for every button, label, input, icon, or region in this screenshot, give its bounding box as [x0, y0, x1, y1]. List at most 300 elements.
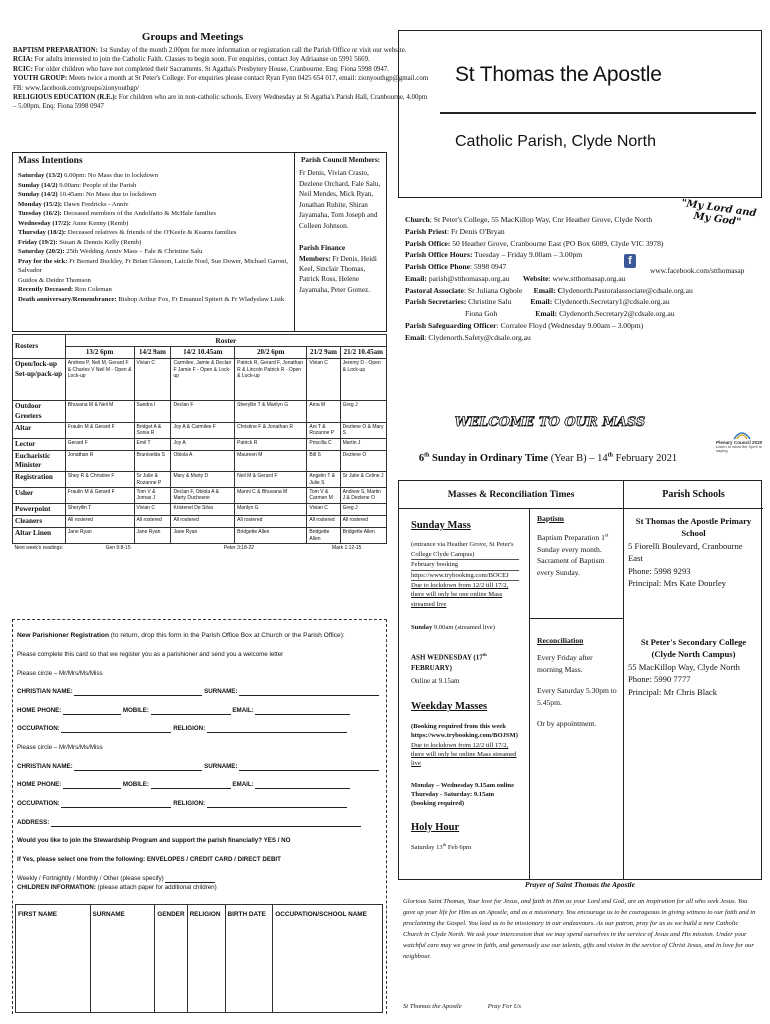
religion-label: RELIGION: [173, 725, 206, 732]
roster-cell: Andrew S, Martin J & Dezlene O [340, 488, 386, 504]
children-column-header: BIRTH DATE [225, 905, 273, 1013]
prayer-text: Glorious Saint Thomas, Your love for Jesus, and faith in Him as your Lord and God, are an inspiration for all who seek Jesus. You gave up your life for Him as an Apostle, and as a missionary. You encourage us to be courageous in giving witness to our faith and in proclaiming the Gospel. You lead us to be missionary in our endeavours. As our patron, pray for us as we build a new Catholic Church in Clyde North. We ask your intercession that we may spend ourselves in the service of Jesus and His mission. Under your watchful care may we grow in faith, and generously use our talents, gifts and vision in the service of Christ Jesus, and in love for our neighbour. [403, 898, 756, 961]
sunday-time [411, 623, 519, 632]
sec2-email-link[interactable]: Clydenorth.Secretary2@cdsale.org.au [557, 309, 675, 319]
phone-row [17, 707, 350, 715]
sec1-name: Christine Salu [466, 297, 512, 307]
roster-cell: Kristenel De Silva [171, 503, 235, 515]
roster-table [12, 334, 387, 552]
email-label: Email: [405, 273, 427, 283]
roster-label: Rosters [13, 335, 66, 359]
roster-cell: Declan F [171, 401, 235, 422]
office-value: 50 Heather Grove, Cranbourne East (PO Box 6089, Clyde VIC 3978) [450, 238, 664, 248]
prayer-title: Prayer of Saint Thomas the Apostle [525, 880, 635, 889]
roster-cell: Bruniselda S [134, 450, 171, 471]
prayer-sig-2: Pray For Us [487, 1003, 522, 1010]
roster-cell: All rostered [307, 516, 340, 528]
roster-row-label: Eucharistic Minister [13, 450, 66, 471]
roster-cell: Fraulin M & Gerard F [65, 488, 134, 504]
roster-cell: Declan F, Obiola A & Marty Duchesne [171, 488, 235, 504]
intention-item [18, 219, 289, 229]
baptism-section [530, 509, 623, 619]
intention-text: 6.00pm: No Mass due to lockdown [62, 172, 159, 180]
safe-email-link[interactable]: : Clydenorth.Safety@cdsale.org.au [424, 332, 531, 342]
sunday-mass-title: Sunday Mass [411, 520, 471, 531]
pa-email-link[interactable]: lydenorth.Pastoralassociate@cdsale.org.au [562, 285, 693, 295]
roster-cell: Joy A [171, 438, 235, 450]
roster-columns [13, 347, 387, 359]
pa-value: : Sr Juliana Ogbole [463, 285, 523, 295]
website-label: Website [522, 273, 549, 283]
intention-text: Ron Coleman [73, 286, 112, 294]
surname-label: SURNAME: [204, 763, 238, 770]
roster-cell: Angelin T & Julie S [307, 472, 340, 488]
mobile-field-2[interactable] [151, 782, 231, 789]
roster-cell: Dezlene O & Mary S [340, 422, 386, 438]
school-2-phone: Phone: 5990 7777 [628, 674, 691, 685]
roster-title: Roster [65, 335, 386, 347]
roster-cell: Priscilla C [307, 438, 340, 450]
schools-header: Parish Schools [624, 481, 763, 509]
facebook-icon[interactable]: f [624, 254, 636, 268]
intention-text: Dawn Fredricks - Anniv [62, 200, 129, 208]
intention-item [18, 190, 289, 200]
intention-label: Thursday (18/2): [18, 229, 67, 237]
school-1-phone: Phone: 5998 9293 [628, 565, 691, 576]
intention-item [18, 238, 289, 248]
secretary-2 [405, 308, 745, 320]
prayer-sig-1: St Thomas the Apostle [403, 1003, 462, 1010]
home-phone-field[interactable] [63, 708, 121, 715]
prayer-signature [403, 1003, 521, 1011]
intention-label: Pray for the sick: [18, 257, 68, 265]
roster-cell: All rostered [65, 516, 134, 528]
holy-hour-prefix: Saturday 13 [411, 844, 443, 852]
roster-column-header: 21/2 9am [307, 347, 340, 359]
roster-cell: Andrew P, Neil M, Gerard F & Charles V Neil M - Open & Lock-up [65, 359, 134, 401]
roster-cell: Bill S [307, 450, 340, 471]
baptism-title: Baptism [537, 514, 565, 523]
roster-cell: Vivian C [307, 359, 340, 401]
roster-cell: Bhuvana M & Neil M [65, 401, 134, 422]
mass-intentions [13, 153, 295, 331]
address-label: ADDRESS: [17, 819, 50, 826]
roster-cell: Vivian C [307, 503, 340, 515]
form-title-note: (to return, drop this form in the Parish Office Box at Church or the Parish Office): [108, 632, 345, 639]
intention-item [18, 228, 289, 238]
intention-item [18, 276, 289, 286]
children-column-header: GENDER [155, 905, 187, 1013]
group-label: RELIGIOUS EDUCATION (R.E.): [13, 93, 118, 101]
reconciliation-friday: Every Friday after morning Mass. [537, 653, 593, 674]
parish-council [295, 153, 386, 331]
group-text: – 5.00pm. Enq: Fiona 5998 0947 [13, 103, 104, 111]
roster-cell: Fraulin M & Gerard F [65, 422, 134, 438]
roster-row-label: Open/lock-up Set-up/pack-up [13, 359, 66, 401]
religion-field[interactable] [207, 726, 347, 733]
roster-cell: Greg J [340, 503, 386, 515]
intention-label: Tuesday (16/2): [18, 210, 62, 218]
quote: "My Lord and My God" [680, 197, 758, 228]
roster-cell: All rostered [235, 516, 307, 528]
roster-cell: Carmilee, Jamie & Declan F Jamie F - Open & Lock-up [171, 359, 235, 401]
children-column-header: FIRST NAME [16, 905, 91, 1013]
reconciliation-title: Reconciliation [537, 636, 584, 645]
finance-label: Members: [299, 254, 331, 263]
group-line [13, 74, 429, 83]
group-line [13, 102, 388, 111]
roster-cell: Sheryllin T & Marilyn G [235, 401, 307, 422]
christian-name-row-2 [17, 763, 379, 771]
roster-cell: Patrick R, Gerard F, Jonathan R & Lincoln Patrick R - Open & Lock-up [235, 359, 307, 401]
roster-cell: Greg J [340, 401, 386, 422]
children-column-header: RELIGION [187, 905, 225, 1013]
intention-item [18, 200, 289, 210]
roster-row-label: Altar [13, 422, 66, 438]
group-text: Meets twice a month at St Peter's College. For enquiries please contact Ryan Fynn 0425 654 017, email: zionyouthgp@gmail.com [67, 75, 429, 83]
roster-cell: Emil T [134, 438, 171, 450]
plenary-logo-icon [732, 430, 752, 440]
children-table [15, 904, 383, 1013]
roster-cell: Jeremy D - Open & Lock-up [340, 359, 386, 401]
mass-intentions-list [18, 171, 289, 304]
intention-label: Friday (19/2): [18, 238, 58, 246]
occupation-row [17, 725, 347, 733]
pa-label: Pastoral Associate [405, 285, 464, 295]
intention-text: Bishop Arthur Fox, Fr Emanuel Spiteri & Fr Wladyslaw Lisik [116, 295, 285, 303]
roster-row-label: Altar Linen [13, 528, 66, 544]
mass-times-column [399, 509, 530, 879]
home-phone-label: HOME PHONE: [17, 781, 62, 788]
group-line [13, 84, 388, 93]
sec-label: Parish Secretaries: [405, 297, 467, 307]
intention-label: Sunday (14/2) [18, 181, 58, 189]
brand-box [398, 30, 762, 198]
mass-intentions-box [12, 152, 387, 332]
plenary-tagline: Listen to what the Spirit is saying [716, 444, 762, 454]
hours-label: Parish Office Hours: [405, 250, 473, 260]
form-circle-2: Please circle – Mr/Mrs/Ms/Miss [17, 744, 103, 751]
home-phone-field-2[interactable] [63, 782, 121, 789]
frequency-row [17, 875, 215, 883]
school-2-name: St Peter's Secondary College (Clyde North Campus) [640, 636, 747, 660]
parish-name: St Thomas the Apostle [455, 63, 662, 86]
stewardship-question: Would you like to join the Stewardship Program and support the parish financially? YES / NO [17, 837, 291, 844]
intention-label: Monday (15/2): [18, 200, 63, 208]
children-table-header [16, 905, 383, 1013]
roster-column-header: 20/2 6pm [235, 347, 307, 359]
brand-divider [440, 112, 756, 114]
priest-value: : Fr Denis O'Bryan [446, 226, 505, 236]
sunday-date-suffix: th [607, 452, 614, 459]
roster-cell: Gerard F [65, 438, 134, 450]
parish-subtitle: Catholic Parish, Clyde North [455, 133, 656, 150]
phone-value: : 5998 0947 [469, 262, 507, 272]
roster-cell: Sr Julie & Rozanne P [134, 472, 171, 488]
roster-cell: Obiola A [171, 450, 235, 471]
baptism-rest: Sunday every month. Sacrament of Baptism every Sunday. [537, 544, 605, 577]
safe-value: : Corralee Floyd (Wednesday 9.00am – 3.00pm) [496, 320, 644, 330]
roster-cell: Joy A & Carmilee F [171, 422, 235, 438]
roster-cell: Tom V & Carmen M [307, 488, 340, 504]
reconciliation-saturday: Every Saturday 5.30pm to 5.45pm. [537, 686, 617, 707]
roster-row-label: Powerpoint [13, 503, 66, 515]
weekday-booking: (Booking required from this week https://www.trybooking.com/BOJSM) [411, 722, 518, 740]
form-title-text: New Parishioner Registration [17, 632, 109, 639]
roster-cell: Mary & Marty D [171, 472, 235, 488]
intention-label: Death anniversary/Remembrance: [18, 295, 117, 303]
reading-ref: Peter 3:18-22 [223, 545, 255, 552]
roster-cell: Jane Ryan [171, 528, 235, 544]
roster-row [13, 472, 387, 488]
office-hours [405, 249, 745, 261]
intention-text: Fr Bernard Buckley, Fr Brian Gleeson, Laicile Noel, Sue Dower, Michael Garoni, Salvador [18, 257, 288, 275]
form-intro: Please complete this card so that we register you as a parishioner and send you a welcome letter [17, 651, 284, 658]
intention-label: Saturday (20/2): [18, 248, 65, 256]
phone-label: Parish Office Phone [405, 262, 470, 272]
booking-label: February booking [411, 560, 519, 570]
address-field[interactable] [51, 820, 361, 827]
baptism-details [537, 532, 617, 578]
intention-text: Deceased relatives & friends of the O'Keefe & Kearns families [66, 229, 237, 237]
roster-row [13, 359, 387, 401]
secretary-1 [405, 296, 745, 308]
holy-hour-time [411, 842, 519, 853]
holy-hour-title: Holy Hour [411, 821, 460, 833]
roster-row-label: Usher [13, 488, 66, 504]
group-label: BAPTISM PREPARATION: [13, 47, 98, 54]
roster-cell: All rostered [134, 516, 171, 528]
intention-text: Anne Kenny (Remb) [70, 219, 129, 227]
baptism-sup: st [604, 533, 609, 539]
group-text: FB: www.facebook.com/groups/zionyouthgp/ [13, 84, 140, 92]
group-line [13, 46, 407, 55]
form-circle: Please circle – Mr/Mrs/Ms/Miss [17, 670, 103, 677]
ash-rest: FEBRUARY) [411, 663, 452, 672]
masses-header: Masses & Reconciliation Times [399, 481, 624, 509]
hours-value: Tuesday – Friday 9.00am – 3.00pm [472, 250, 583, 260]
occupation-field[interactable] [61, 726, 171, 733]
website-link[interactable]: : www.stthomasap.org.au [548, 273, 626, 283]
group-text: 1st Sunday of the month 2.00pm for more information or registration call the Parish Office or visit our website. [97, 47, 407, 54]
roster-row [13, 401, 387, 422]
roster-cell: Manni C & Bhuvana M [235, 488, 307, 504]
baptism-prefix: Baptism Preparation 1 [537, 533, 605, 543]
sunday-title [398, 452, 698, 465]
safeguarding-officer [405, 320, 745, 332]
ash-time: Online at 9.15am [411, 676, 460, 685]
roster-row-label: Registration [13, 472, 66, 488]
lockdown-note: Due to lockdown from 12/2 till 17/2, there will only be one online Mass streamed live [411, 581, 509, 608]
roster-cell: Neil M & Gerard F [235, 472, 307, 488]
children-note: (please attach paper for additional children) [95, 884, 217, 891]
readings-row [13, 544, 387, 553]
roster-row-label: Lector [13, 438, 66, 450]
sunday-ordinal-suffix: th [424, 452, 430, 459]
reconciliation-section [530, 619, 623, 729]
surname-field-2[interactable] [239, 764, 379, 771]
phone-row-2 [17, 781, 350, 789]
surname-field[interactable] [239, 689, 379, 696]
sunday-mass-details: (entrance via Heather Grove, St Peter's College Clyde Campus) [411, 540, 519, 560]
intention-item [18, 209, 289, 219]
schools-column [624, 509, 763, 879]
sec2-name: Fiona Goh [465, 309, 498, 319]
occupation-label: OCCUPATION: [17, 800, 60, 807]
address-row [17, 819, 361, 827]
group-label: RCIC: [13, 65, 33, 73]
parish-finance-title: Parish Finance [299, 244, 346, 253]
church-value: : St Peter's College, 55 MacKillop Way, Cnr Heather Grove, Clyde North [429, 215, 653, 224]
intention-text: 25th Wedding Anniv Mass – Fale & Christine Salu [64, 248, 203, 256]
intention-item [18, 181, 289, 191]
group-text: For older children who have not completed their Sacraments. St Agatha's Presbytery House, Cranbourne. Enq: Fiona 5998 0947. [32, 65, 389, 73]
intention-text: Susan & Dennis Kelly (Remb) [57, 238, 142, 246]
intention-item [18, 295, 289, 305]
parish-office [405, 238, 745, 250]
facebook-link[interactable]: www.facebook.com/stthomasap [650, 266, 745, 275]
sec1-email-label: Email: [530, 297, 553, 307]
roster-row-label: Cleaners [13, 516, 66, 528]
welcome-heading: WELCOME TO OUR MASS [454, 415, 646, 430]
intention-label: Recently Deceased: [18, 286, 74, 294]
ash-wednesday [411, 652, 519, 673]
safeguarding-email [405, 332, 745, 344]
roster-cell: Christine F & Jonathan R [235, 422, 307, 438]
frequency-field[interactable] [165, 876, 215, 883]
intention-item [18, 257, 289, 276]
children-label: CHILDREN INFORMATION: [17, 884, 96, 891]
children-column-header: SURNAME [90, 905, 155, 1013]
priest-label: Parish Priest [405, 226, 447, 236]
roster-cell: Vivian C [134, 359, 171, 401]
email-link[interactable]: parish@stthomasap.org.au [426, 273, 510, 283]
church-label: Church [405, 215, 430, 224]
ash-sup: th [482, 652, 487, 658]
form-title [17, 632, 345, 640]
group-line [13, 65, 388, 74]
roster-row [13, 438, 387, 450]
christian-name-field[interactable] [74, 689, 202, 696]
sunday-year: (Year B) – 14 [548, 453, 608, 464]
roster-row [13, 488, 387, 504]
roster-cell: Jane Ryan [134, 528, 171, 544]
safe-label: Parish Safeguarding Officer [405, 320, 497, 330]
christian-name-label: CHRISTIAN NAME: [17, 763, 73, 770]
sec1-email-link[interactable]: Clydenorth.Secretary1@cdsale.org.au [552, 297, 670, 307]
religion-label: RELIGION: [173, 800, 206, 807]
group-text: For adults interested to join the Catholic Faith. Classes to begin soon. For enquiries, contact Joy Adriaanse on 5991 5669. [32, 56, 370, 64]
sec2-email-label: Email: [535, 309, 558, 319]
roster-cell: Vivian C [134, 503, 171, 515]
roster-cell: All rostered [340, 516, 386, 528]
email-field[interactable] [255, 708, 350, 715]
children-info [17, 884, 217, 892]
roster-cell: Bridgette Allen [307, 528, 340, 544]
roster-cell: Sheryllin T [65, 503, 134, 515]
roster-column-header: 13/2 6pm [65, 347, 134, 359]
christian-name-row [17, 688, 379, 696]
intention-text: Deceased members of the Andolfatto & McHale families [61, 210, 216, 218]
roster-cell: Marilyn G [235, 503, 307, 515]
roster-cell: Martin J [340, 438, 386, 450]
roster-column-header: 21/2 10.45am [340, 347, 386, 359]
weekday-times: Monday – Wednesday 9.15am online Thursday - Saturday: 9.15am (booking required) [411, 781, 515, 808]
school-1-principal: Principal: Mrs Kate Dourley [628, 578, 727, 589]
holy-hour-sup: th [442, 842, 447, 848]
roster-row-label: Outdoor Greeters [13, 401, 66, 422]
occupation-label: OCCUPATION: [17, 725, 60, 732]
pastoral-associate [405, 285, 745, 297]
roster-cell: Ama M [307, 401, 340, 422]
mobile-label: MOBILE: [122, 781, 149, 788]
parish-council-title: Parish Council Members: [300, 156, 381, 164]
roster-row [13, 422, 387, 438]
intention-text: 9.00am: People of the Parish [57, 181, 137, 189]
sunday-date: February 2021 [613, 453, 678, 464]
church-info [405, 214, 745, 343]
weekday-lockdown: Due to lockdown from 12/2 till 17/2, there will only be online Mass streamed live [411, 741, 517, 768]
home-phone-label: HOME PHONE: [17, 707, 62, 714]
roster-row [13, 450, 387, 471]
reading-ref: Mark 1:12-15 [331, 545, 362, 552]
roster-cell: Sandra I [134, 401, 171, 422]
roster-cell: Sr Julie & Celine J [340, 472, 386, 488]
occupation-field-2[interactable] [61, 801, 171, 808]
frequency-label: Weekly / Fortnightly / Monthly / Other (please specify) [17, 875, 164, 882]
mobile-label: MOBILE: [122, 707, 149, 714]
school-2-principal: Principal: Mr Chris Black [628, 686, 718, 697]
christian-name-field-2[interactable] [74, 764, 202, 771]
surname-label: SURNAME: [204, 688, 238, 695]
sunday-time-label: Sunday [411, 623, 433, 631]
school-1-address: 5 Fiorelli Boulevard, Cranbourne East [628, 540, 743, 564]
school-1-name: St Thomas the Apostle Primary School [635, 516, 752, 539]
roster-cell: Maureen M [235, 450, 307, 471]
religion-field-2[interactable] [207, 801, 347, 808]
christian-name-label: CHRISTIAN NAME: [17, 688, 73, 695]
parish-priest [405, 226, 745, 238]
stewardship-options: If Yes, please select one from the following: ENVELOPES / CREDIT CARD / DIRECT DEBIT [17, 856, 281, 863]
group-text: For children who are in non-catholic schools. Every Wednesday at St Agatha's Parish Hall, Cranbourne, 4.00pm [117, 93, 428, 101]
roster-cell: Patrick R [235, 438, 307, 450]
email-label: EMAIL: [232, 781, 254, 788]
mobile-field[interactable] [151, 708, 231, 715]
group-label: RCIA: [13, 56, 33, 64]
groups-list [13, 46, 429, 112]
roster-column-header: 14/2 10.45am [171, 347, 235, 359]
roster-cell: Tom V & Jomas J [134, 488, 171, 504]
roster-cell: Jonathan R [65, 450, 134, 471]
ash-label: ASH WEDNESDAY (17 [411, 653, 483, 662]
email-field-2[interactable] [255, 782, 350, 789]
plenary-title: Plenary Council 2020 [716, 440, 763, 445]
reconciliation-appointment: Or by appointment. [537, 718, 597, 728]
readings-label: Next week's readings: [14, 545, 64, 552]
masses-box [398, 480, 762, 880]
parish-finance-members [299, 254, 382, 296]
roster-row [13, 528, 387, 544]
roster-row [13, 516, 387, 528]
roster-cell: Bridgette Allen [235, 528, 307, 544]
group-line [13, 93, 428, 102]
school-2-address: 55 MacKillop Way, Clyde North [628, 661, 740, 672]
roster-cell: Bridget A & Sonia R [134, 422, 171, 438]
children-column-header: OCCUPATION/SCHOOL NAME [273, 905, 383, 1013]
holy-hour-rest: Feb 6pm [446, 844, 472, 852]
intention-item [18, 247, 289, 257]
booking-link[interactable]: https://www.trybooking.com/BOCEJ [411, 571, 519, 581]
